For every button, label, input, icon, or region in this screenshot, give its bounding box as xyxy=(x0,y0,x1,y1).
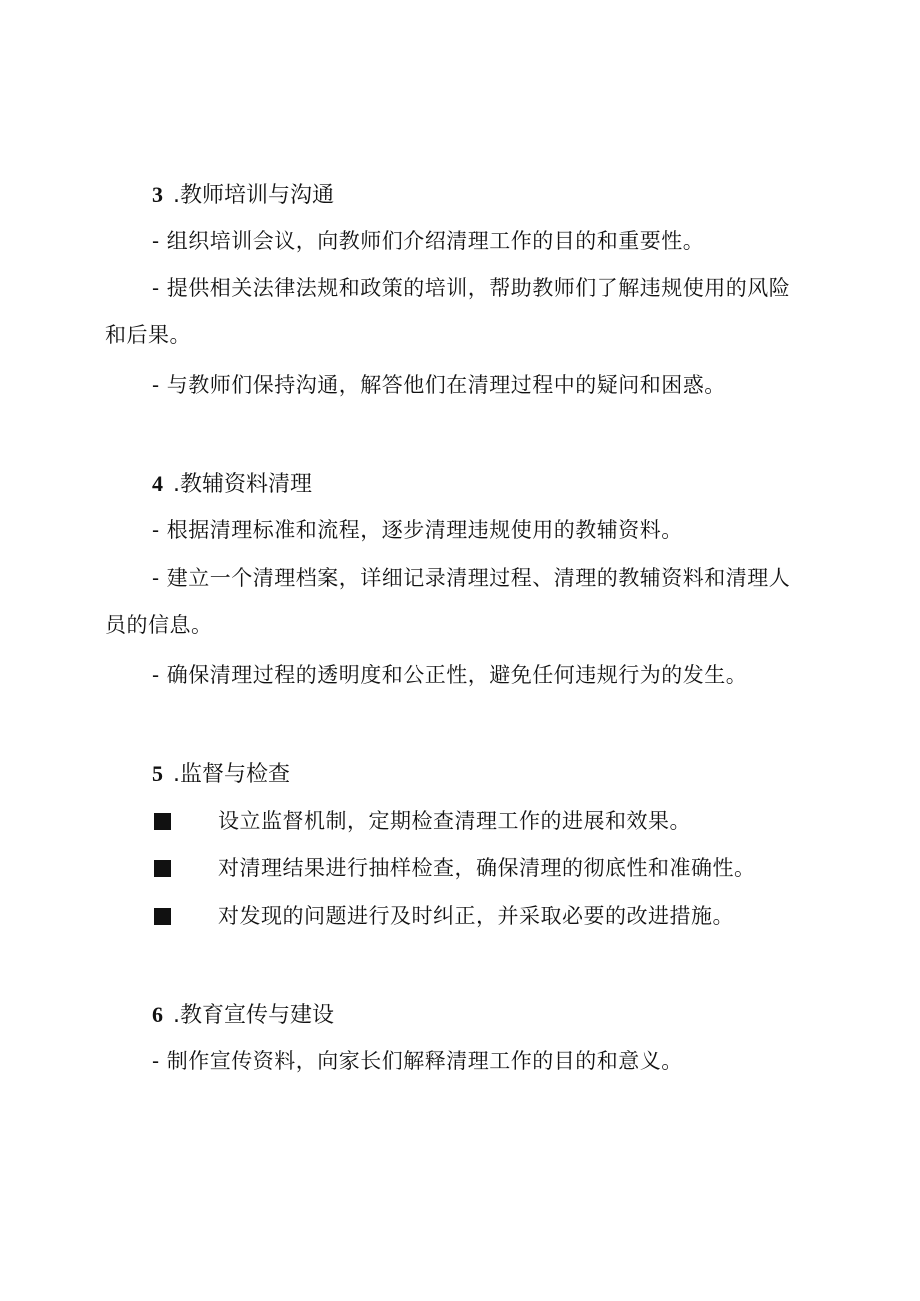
section-heading xyxy=(152,1001,334,1030)
list-item: - 提供相关法律法规和政策的培训，帮助教师们了解违规使用的风险和后果。 xyxy=(105,276,791,347)
bullet-text: 对发现的问题进行及时纠正，并采取必要的改进措施。 xyxy=(218,904,734,928)
square-bullet-icon xyxy=(154,860,171,877)
list-item: - 与教师们保持沟通，解答他们在清理过程中的疑问和困惑。 xyxy=(152,373,726,397)
list-item: - 建立一个清理档案，详细记录清理过程、清理的教辅资料和清理人员的信息。 xyxy=(105,566,791,637)
section-title: .教育宣传与建设 xyxy=(173,1003,334,1028)
list-item: - 制作宣传资料，向家长们解释清理工作的目的和意义。 xyxy=(152,1049,683,1073)
bullet-text: 设立监督机制，定期检查清理工作的进展和效果。 xyxy=(218,809,691,833)
list-item: - 确保清理过程的透明度和公正性，避免任何违规行为的发生。 xyxy=(152,663,748,687)
section-number: 3 xyxy=(152,182,163,207)
section-heading xyxy=(152,181,334,210)
section-heading xyxy=(152,760,290,789)
section-number: 4 xyxy=(152,471,163,496)
section-title: .教师培训与沟通 xyxy=(173,183,334,208)
section-title: .监督与检查 xyxy=(173,762,290,787)
section-number: 5 xyxy=(152,761,163,786)
section-heading xyxy=(152,470,312,499)
section-number: 6 xyxy=(152,1002,163,1027)
list-item: - 根据清理标准和流程，逐步清理违规使用的教辅资料。 xyxy=(152,518,683,542)
bullet-text: 对清理结果进行抽样检查，确保清理的彻底性和准确性。 xyxy=(218,856,756,880)
section-title: .教辅资料清理 xyxy=(173,472,312,497)
square-bullet-icon xyxy=(154,813,171,830)
square-bullet-icon xyxy=(154,908,171,925)
list-item: - 组织培训会议，向教师们介绍清理工作的目的和重要性。 xyxy=(152,229,705,253)
